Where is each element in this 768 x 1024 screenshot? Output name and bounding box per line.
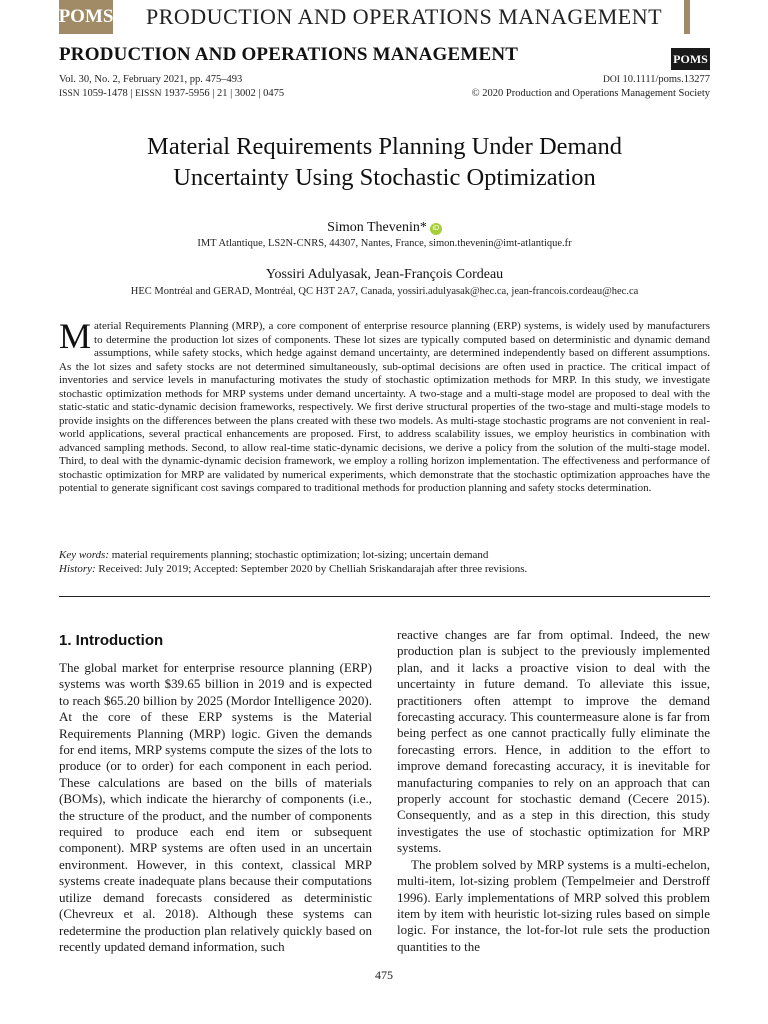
intro-paragraph-3: The problem solved by MRP systems is a multi-echelon, multi-item, lot-sizing problem (Tempelmeier and Derstroff 1996). Early implementations of MRP solved this problem item by item with heuristic lot-sizing rules based on simple logic. For instance, the lot-for-lot rule sets the production quantities to the <box>397 856 710 954</box>
article-title <box>59 131 710 193</box>
section-divider <box>59 596 710 597</box>
journal-name: PRODUCTION AND OPERATIONS MANAGEMENT <box>59 44 519 65</box>
page-number: 475 <box>375 968 393 982</box>
eissn-label: EISSN <box>135 89 162 99</box>
issn-label: ISSN <box>59 89 80 99</box>
right-column <box>397 627 710 955</box>
doi-line <box>472 73 710 87</box>
doi-link[interactable]: 10.1111/poms.13277 <box>622 74 710 85</box>
eissn-value: 1937-5956 | 21 | 3002 | 0475 <box>164 88 285 99</box>
doi-info <box>472 73 710 101</box>
abstract-dropcap: M <box>59 316 92 356</box>
doi-label: DOI <box>602 75 620 85</box>
title-line-2: Uncertainty Using Stochastic Optimization <box>173 164 596 191</box>
copyright: © 2020 Production and Operations Management Society <box>471 88 710 99</box>
intro-paragraph-2: reactive changes are far from optimal. Indeed, the new production plan is subject to the previously implemented plan, and it lacks a proactive vision to deal with the uncertainty in future demand. To alleviate this issue, practitioners often attempt to improve the demand forecasting accuracy. This countermeasure alone is far from being perfect as one cannot practically fully eliminate the forecasting errors. Hence, in addition to the effort to improve demand forecasting accuracy, it is inevitable for manufacturing companies to rely on an approach that can properly account for stochastic demand (Cecere 2015). Consequently, and as a step in this direction, this study investigates the use of stochastic optimization for MRP systems. <box>397 627 710 856</box>
abstract <box>59 316 710 496</box>
issue-info <box>59 73 284 101</box>
intro-paragraph-1: The global market for enterprise resource planning (ERP) systems was worth $39.65 billion in 2019 and is expected to reach $65.20 billion by 2025 (Mordor Intelligence 2020). At the core of these ERP systems is the Material Requirements Planning (MRP) logic. Given the demands for end items, MRP systems compute the sizes of the lots to produce (or to order) for each component in each period. These calculations are based on the bills of materials (BOMs), which indicate the hierarchy of components (i.e., the structure of the product, and the number of components required to produce each end item or subsequent component). MRP systems are often used in an uncertain environment. However, in this context, classical MRP systems create inadequate plans because their computations utilize demand forecasts considered as deterministic (Chevreux et al. 2018). Although these systems can redetermine the production plan relatively quickly based on recently updated demand information, such <box>59 660 372 954</box>
history-line <box>59 562 710 576</box>
running-title: PRODUCTION AND OPERATIONS MANAGEMENT <box>146 4 663 29</box>
poms-badge: POMS <box>59 0 113 34</box>
history-text: Received: July 2019; Accepted: September 2020 by Chelliah Sriskandarajah after three revisions. <box>98 563 528 575</box>
orcid-icon[interactable]: iD <box>430 223 442 235</box>
author-1-name: Simon Thevenin* <box>327 220 427 235</box>
running-header <box>0 0 768 38</box>
accent-bar <box>684 0 690 34</box>
poms-logo: POMS <box>671 48 710 70</box>
volume-line: Vol. 30, No. 2, February 2021, pp. 475–493 <box>59 74 243 85</box>
author-2: Yossiri Adulyasak, Jean-François Cordeau <box>265 267 504 282</box>
title-line-1: Material Requirements Planning Under Demand <box>147 133 622 160</box>
issn-value: 1059-1478 <box>82 88 128 99</box>
affiliation-2: HEC Montréal and GERAD, Montréal, QC H3T 2A7, Canada, yossiri.adulyasak@hec.ca, jean-francois.cordeau@hec.ca <box>130 286 639 297</box>
left-column <box>59 660 372 955</box>
abstract-text: aterial Requirements Planning (MRP), a core component of enterprise resource planning (ERP) systems, is widely used by manufacturers to determine the production lot sizes of components. These lot sizes are typically computed based on deterministic and dynamic demand assumptions, while safety stocks, which hedge against demand uncertainty, are determined independently based on different assumptions. As the lot sizes and safety stocks are not determined simultaneously, sub-optimal decisions are often used in practice. The critical impact of inventories and service levels in manufacturing motivates the study of stochastic optimization methods for MRP. In this study, we investigate stochastic optimization methods for MRP systems under demand uncertainty. A two-stage and a multi-stage model are proposed to deal with the static-static and static-dynamic decision frameworks, respectively. We first derive structural properties of the two-stage and multi-stage models to provide insights on the differences between the plans created with these two models. As multi-stage stochastic programs are not convenient in real-world applications, several practical enhancements are proposed. First, to address scalability issues, we employ heuristics in combination with advanced sampling methods. Second, to allow real-time static-dynamic decisions, we derive a policy from the solution of the multi-stage model. Third, to deal with the dynamic-dynamic decision framework, we employ a rolling horizon implementation. The effectiveness and performance of stochastic optimization for MRP are validated by numerical experiments, which demonstrate that the stochastic optimization approaches have the potential to generate significant cost savings compared to traditional methods for production planning and safety stocks determination. <box>59 320 710 494</box>
affiliation-1: IMT Atlantique, LS2N-CNRS, 44307, Nantes, France, simon.thevenin@imt-atlantique.fr <box>197 238 572 249</box>
issn-line: ISSN 1059-1478 | EISSN 1937-5956 | 21 | 3002 | 0475 <box>59 88 285 99</box>
keywords-block <box>59 548 710 576</box>
author-1 <box>59 220 710 236</box>
section-heading: 1. Introduction <box>59 632 164 649</box>
history-label: History: <box>59 563 96 575</box>
keywords-line <box>59 548 710 562</box>
keywords-label: Key words: <box>59 549 110 561</box>
keywords-text: material requirements planning; stochastic optimization; lot-sizing; uncertain demand <box>111 549 489 561</box>
